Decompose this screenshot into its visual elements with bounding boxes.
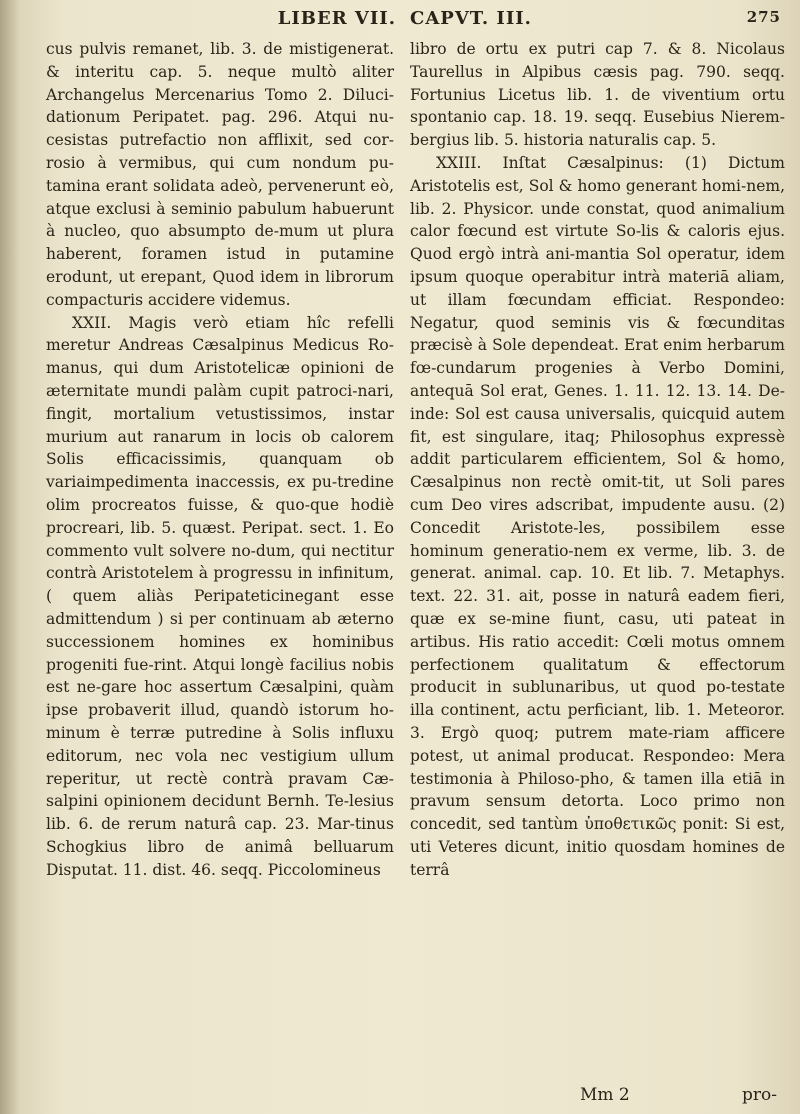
running-head-right — [410, 8, 785, 38]
catchword: pro- — [742, 1085, 777, 1105]
right-column — [410, 38, 785, 881]
left-column — [46, 38, 394, 881]
chapter-heading: CAPVT. III. — [410, 8, 532, 29]
paragraph-right-2: XXIII. Inſtat Cæsalpinus: (1) Dictum Aristotelis est, Sol & homo generant homi-nem, lib. 2. Physicor. unde constat, quod animalium calor fœcund est virtute So-lis & caloris ejus. Quod ergò intrà ani-mantia Sol operatur, idem ipsum quoque operabitur intrà materiā aliam, ut illam fœcundam efficiat. Respondeo: Negatur, quod seminis vis & fœcunditas præcisè à Sole dependeat. Erat enim herbarum fœ-cundarum progenies à Verbo Domini, antequā Sol erat, Genes. 1. 11. 12. 13. 14. De-inde: Sol est causa universalis, quicquid autem fit, est singulare, itaq; Philosophus expressè addit particularem efficientem, Sol & homo, Cæsalpinus non rectè omit-tit, ut Soli pares cum Deo vires adscribat, impudente ausu. (2) Concedit Aristote-les, possibilem esse hominum generatio-nem ex verme, lib. 3. de generat. animal. cap. 10. Et lib. 7. Metaphys. text. 22. 31. ait, posse in naturâ eadem fieri, quæ ex se-mine fiunt, casu, uti pateat in artibus. His ratio accedit: Cœli motus omnem perfectionem qualitatum & effectorum producit in sublunaribus, ut quod po-testate illa continent, actu perficiant, lib. 1. Meteoror. 3. Ergò quoq; putrem mate-riam afficere potest, ut animal producat. Respondeo: Mera testimonia à Philoso-pho, & tamen illa etiā in pravum sensum detorta. Loco primo non concedit, sed tantùm ὑποθετικῶς ponit: Si est, uti Veteres dicunt, initio quosdam homines de terrâ — [410, 153, 785, 879]
paragraph-left-2: XXII. Magis verò etiam hîc refelli meretur Andreas Cæsalpinus Medicus Ro-manus, qui dum Aristotelicæ opinioni de æternitate mundi palàm cupit patroci-nari, fingit, mortalium vetustissimos, instar murium aut ranarum in locis ob calorem Solis efficacissimis, quanquam ob variaimpedimenta inaccessis, ex pu-tredine olim procreatos fuisse, & quo-que hodiè procreari, lib. 5. quæst. Peripat. sect. 1. Eo commento vult solvere no-dum, qui nectitur contrà Aristotelem à progressu in infinitum, ( quem aliàs Peripateticinegant esse admittendum ) si per continuam ab æterno successionem homines ex hominibus progeniti fue-rint. Atqui longè facilius nobis est ne-gare hoc assertum Cæsalpini, quàm ipse probaverit illud, quandò istorum ho-minum è terræ putredine à Solis influxu editorum, nec vola nec vestigium ullum reperitur, ut rectè contrà pravam Cæ-salpini opinionem decidunt Bernh. Te-lesius lib. 6. de rerum naturâ cap. 23. Mar-tinus Schogkius libro de animâ belluarum Disputat. 11. dist. 46. seqq. Piccolomineus — [46, 313, 394, 879]
gutter-shadow — [0, 0, 20, 1114]
page-number: 275 — [746, 8, 781, 26]
running-head-left: LIBER VII. — [277, 8, 396, 29]
paragraph-left-1: cus pulvis remanet, lib. 3. de mistigenerat. & interitu cap. 5. neque multò aliter Archangelus Mercenarius Tomo 2. Diluci-dationum Peripatet. pag. 296. Atqui nu-cesistas putrefactio non afflixit, sed cor-rosio à vermibus, qui cum nondum pu-tamina erant solidata adeò, pervenerunt eò, atque exclusi à seminio pabulum habuerunt à nucleo, quo absumpto de-mum ut plura haberent, foramen istud in putamine erodunt, ut erepant, Quod idem in librorum compacturis accidere videmus. — [46, 40, 394, 309]
paragraph-right-1: libro de ortu ex putri cap 7. & 8. Nicolaus Taurellus in Alpibus cæsis pag. 790. seqq. Fortunius Licetus lib. 1. de viventium ortu spontanio cap. 18. 19. seqq. Eusebius Nierem-bergius lib. 5. historia naturalis cap. 5. — [410, 40, 785, 150]
signature-mark: Mm 2 — [580, 1085, 630, 1105]
page-footer — [410, 1085, 785, 1109]
